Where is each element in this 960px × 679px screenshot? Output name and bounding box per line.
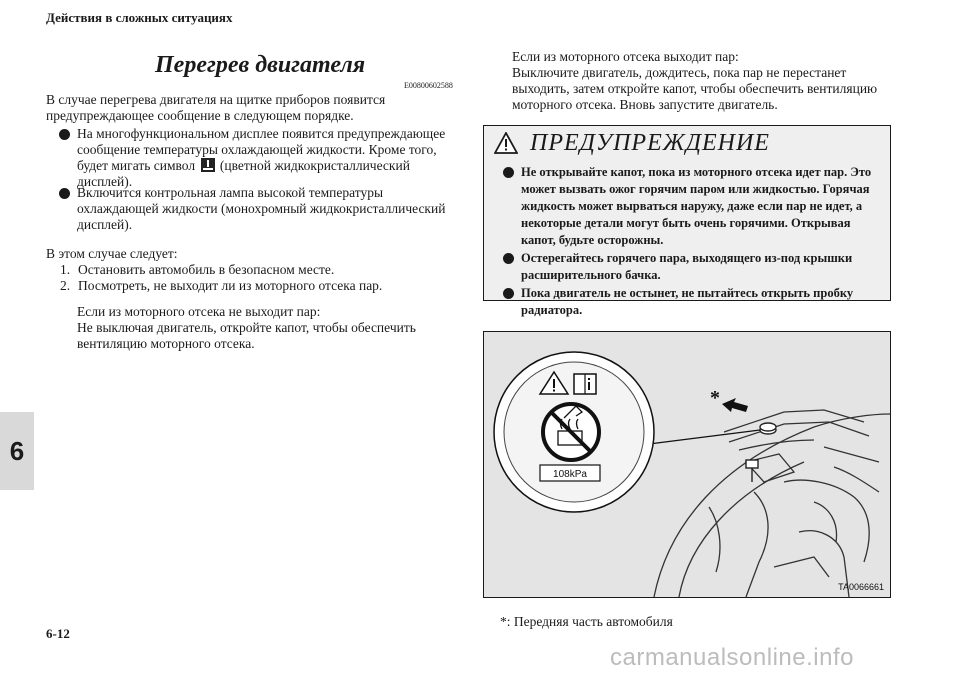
bullet-item-1 — [58, 126, 453, 190]
warning-item-2 — [499, 250, 884, 284]
step-1 — [60, 262, 440, 278]
warning-item-3 — [499, 285, 884, 319]
bullet-dot-icon — [59, 129, 70, 140]
step-text: Остановить автомобиль в безопасном месте. — [78, 262, 335, 277]
warning-item-text: Пока двигатель не остынет, не пытайтесь открыть пробку радиатора. — [521, 286, 854, 317]
cap-callout-circle — [494, 352, 654, 512]
bullet-item-2 — [58, 185, 453, 233]
steam-paragraph: Если из моторного отсека выходит пар: Выключите двигатель, дождитесь, пока пар не перестанет выходить, затем откройте капот, чтобы обеспечить вентиляцию моторного отсека. Вновь запустите двигатель. — [512, 49, 878, 112]
figure-caption: *: Передняя часть автомобиля — [500, 614, 673, 629]
bullet-dot-icon — [503, 167, 514, 178]
engine-bay-figure — [483, 331, 891, 598]
engine-bay-illustration — [484, 332, 890, 597]
article-title: Перегрев двигателя — [155, 52, 366, 78]
article-code: E00800602588 — [404, 81, 453, 90]
bullet-text-after: (цветной жидкокристаллический дисплей). — [77, 158, 410, 189]
bullet-dot-icon — [59, 188, 70, 199]
warning-item-text: Не открывайте капот, пока из моторного отсека идет пар. Это может вызвать ожог горячим паром или жидкостью. Горячая жидкость может вырваться наружу, даже если пар не идет, а некоторые детали могут быть очень горячими. Открывая капот, будьте осторожны. — [521, 165, 872, 247]
bullet-text: Включится контрольная лампа высокой температуры охлаждающей жидкости (монохромный жидкокристаллический дисплей). — [77, 185, 446, 232]
bullet-dot-icon — [503, 288, 514, 299]
watermark: carmanualsonline.info — [610, 644, 854, 671]
step-text: Посмотреть, не выходит ли из моторного отсека пар. — [78, 278, 383, 293]
warning-box — [483, 125, 891, 317]
step-number: 1. — [60, 262, 71, 277]
case-intro: В этом случае следует: — [46, 246, 178, 261]
warning-item-1 — [499, 164, 884, 249]
bullet-text-before: На многофункциональном дисплее появится предупреждающее сообщение температуры охлаждающей жидкости. Кроме того, будет мигать символ — [77, 126, 446, 173]
warning-header — [484, 126, 890, 160]
warning-triangle-icon — [494, 132, 518, 154]
chapter-tab: 6 — [0, 412, 34, 490]
bullet-dot-icon — [503, 253, 514, 264]
coolant-temperature-icon — [201, 158, 215, 172]
warning-title: ПРЕДУПРЕЖДЕНИЕ — [530, 129, 770, 156]
step-number: 2. — [60, 278, 71, 293]
step-2 — [60, 278, 440, 294]
reservoir-cap — [760, 423, 776, 434]
no-steam-paragraph: Если из моторного отсека не выходит пар: Не выключая двигатель, откройте капот, чтобы обеспечить вентиляцию моторного отсека. — [77, 304, 416, 351]
front-marker: * — [710, 387, 720, 409]
warning-list — [499, 164, 884, 320]
pressure-label: 108kPa — [553, 469, 587, 480]
figure-code: TA0066661 — [838, 582, 884, 592]
warning-item-text: Остерегайтесь горячего пара, выходящего из-под крышки расширительного бачка. — [521, 251, 853, 282]
page-number: 6-12 — [46, 626, 70, 641]
section-header: Действия в сложных ситуациях — [46, 10, 233, 25]
intro-paragraph: В случае перегрева двигателя на щитке приборов появится предупреждающее сообщение в следующем порядке. — [46, 92, 386, 123]
